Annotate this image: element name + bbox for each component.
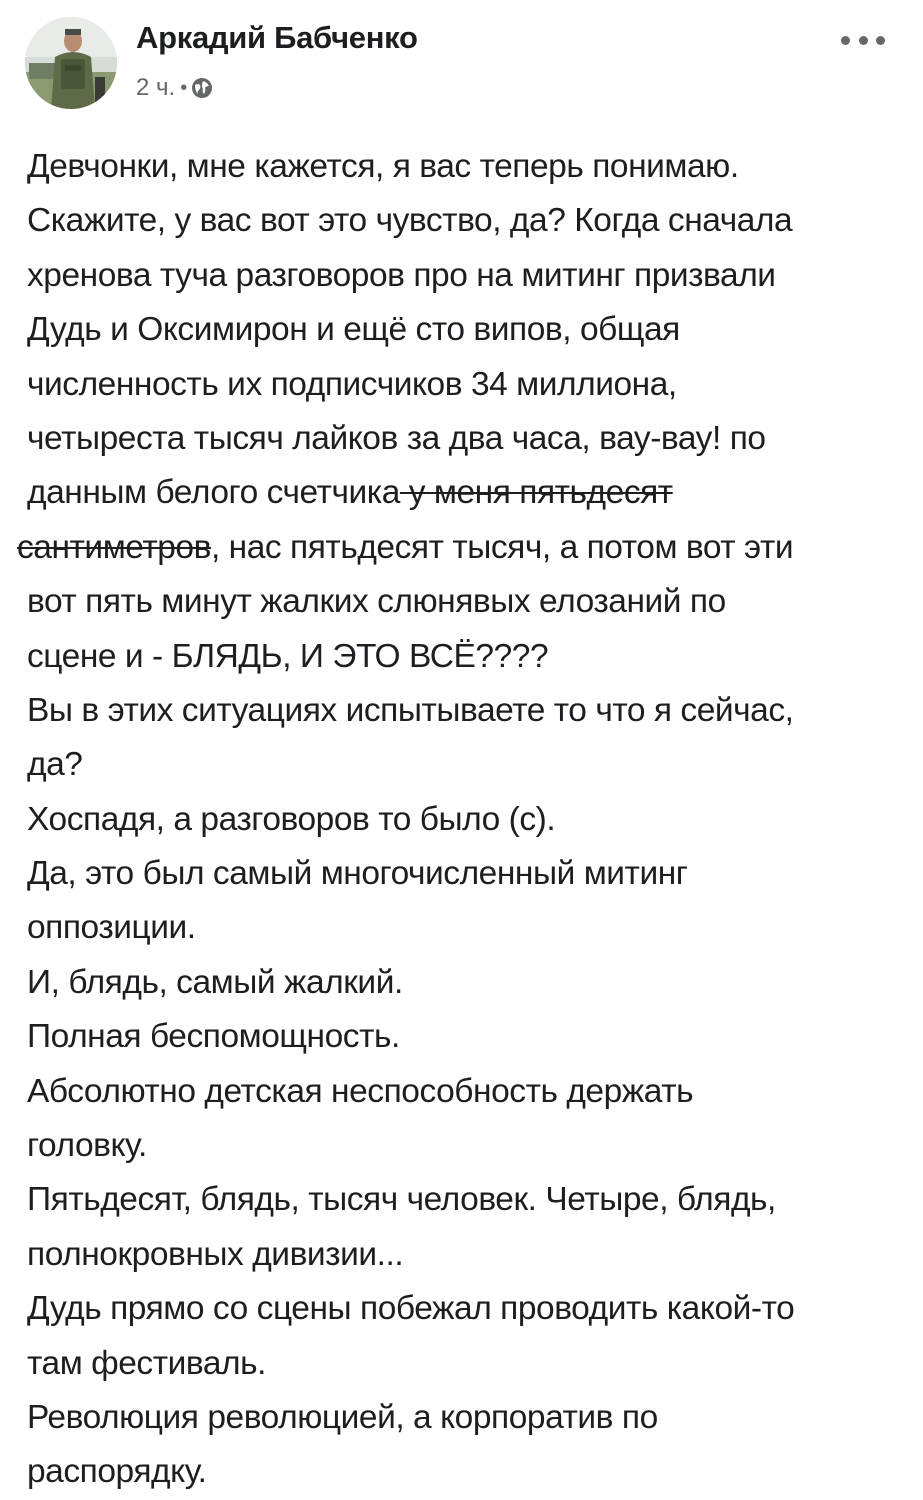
post-header bbox=[0, 0, 923, 120]
more-dot bbox=[841, 36, 850, 45]
post-meta bbox=[136, 72, 213, 104]
text-line: головку. bbox=[27, 1127, 147, 1165]
post-time[interactable]: 2 ч. bbox=[136, 74, 176, 101]
text-line bbox=[27, 466, 907, 520]
text-line: да? bbox=[27, 746, 83, 784]
text-line: вот пять минут жалких слюнявых елозаний по bbox=[27, 583, 726, 621]
text-segment: данным белого счетчика bbox=[27, 474, 400, 512]
more-options-icon[interactable] bbox=[841, 30, 885, 50]
text-line: Дудь и Оксимирон и ещё сто випов, общая bbox=[27, 311, 680, 349]
globe-icon bbox=[191, 77, 213, 99]
more-dot bbox=[876, 36, 885, 45]
post-text bbox=[17, 140, 907, 1500]
text-line: Вы в этих ситуациях испытываете то что я сейчас, bbox=[27, 691, 794, 729]
text-line: там фестиваль. bbox=[27, 1344, 266, 1382]
text-segment: , нас пятьдесят тысяч, а потом вот эти bbox=[210, 528, 794, 566]
text-line: сцене и - БЛЯДЬ, И ЭТО ВСЁ???? bbox=[27, 637, 549, 675]
text-line: полнокровных дивизии... bbox=[27, 1235, 404, 1273]
text-line: четыреста тысяч лайков за два часа, вау-вау! по bbox=[27, 419, 766, 457]
text-line: Дудь прямо со сцены побежал проводить какой-то bbox=[27, 1290, 795, 1328]
text-line bbox=[17, 521, 907, 575]
text-line: Абсолютно детская неспособность держать bbox=[27, 1072, 694, 1110]
meta-separator: • bbox=[180, 76, 188, 99]
more-dot bbox=[859, 36, 868, 45]
text-line: Пятьдесят, блядь, тысяч человек. Четыре, блядь, bbox=[27, 1181, 776, 1219]
author-name[interactable]: Аркадий Бабченко bbox=[136, 20, 418, 55]
text-line: Революция революцией, а корпоратив по bbox=[27, 1398, 658, 1436]
avatar[interactable] bbox=[25, 17, 117, 109]
strikethrough-text: у меня пятьдесят bbox=[399, 474, 673, 512]
text-line: численность их подписчиков 34 миллиона, bbox=[27, 365, 677, 403]
text-line: Девчонки, мне кажется, я вас теперь понимаю. bbox=[27, 148, 739, 185]
avatar-photo bbox=[25, 17, 117, 109]
text-line: Скажите, у вас вот это чувство, да? Когда сначала bbox=[27, 202, 793, 240]
text-line: Да, это был самый многочисленный митинг bbox=[27, 855, 688, 893]
text-line: распорядку. bbox=[27, 1453, 207, 1491]
text-line: Полная беспомощность. bbox=[27, 1018, 400, 1056]
strikethrough-text: сантиметров bbox=[17, 528, 211, 566]
text-line: Хоспадя, а разговоров то было (с). bbox=[27, 800, 556, 838]
text-line: оппозиции. bbox=[27, 909, 196, 947]
text-line: хренова туча разговоров про на митинг призвали bbox=[27, 256, 776, 294]
text-line: И, блядь, самый жалкий. bbox=[27, 963, 403, 1001]
